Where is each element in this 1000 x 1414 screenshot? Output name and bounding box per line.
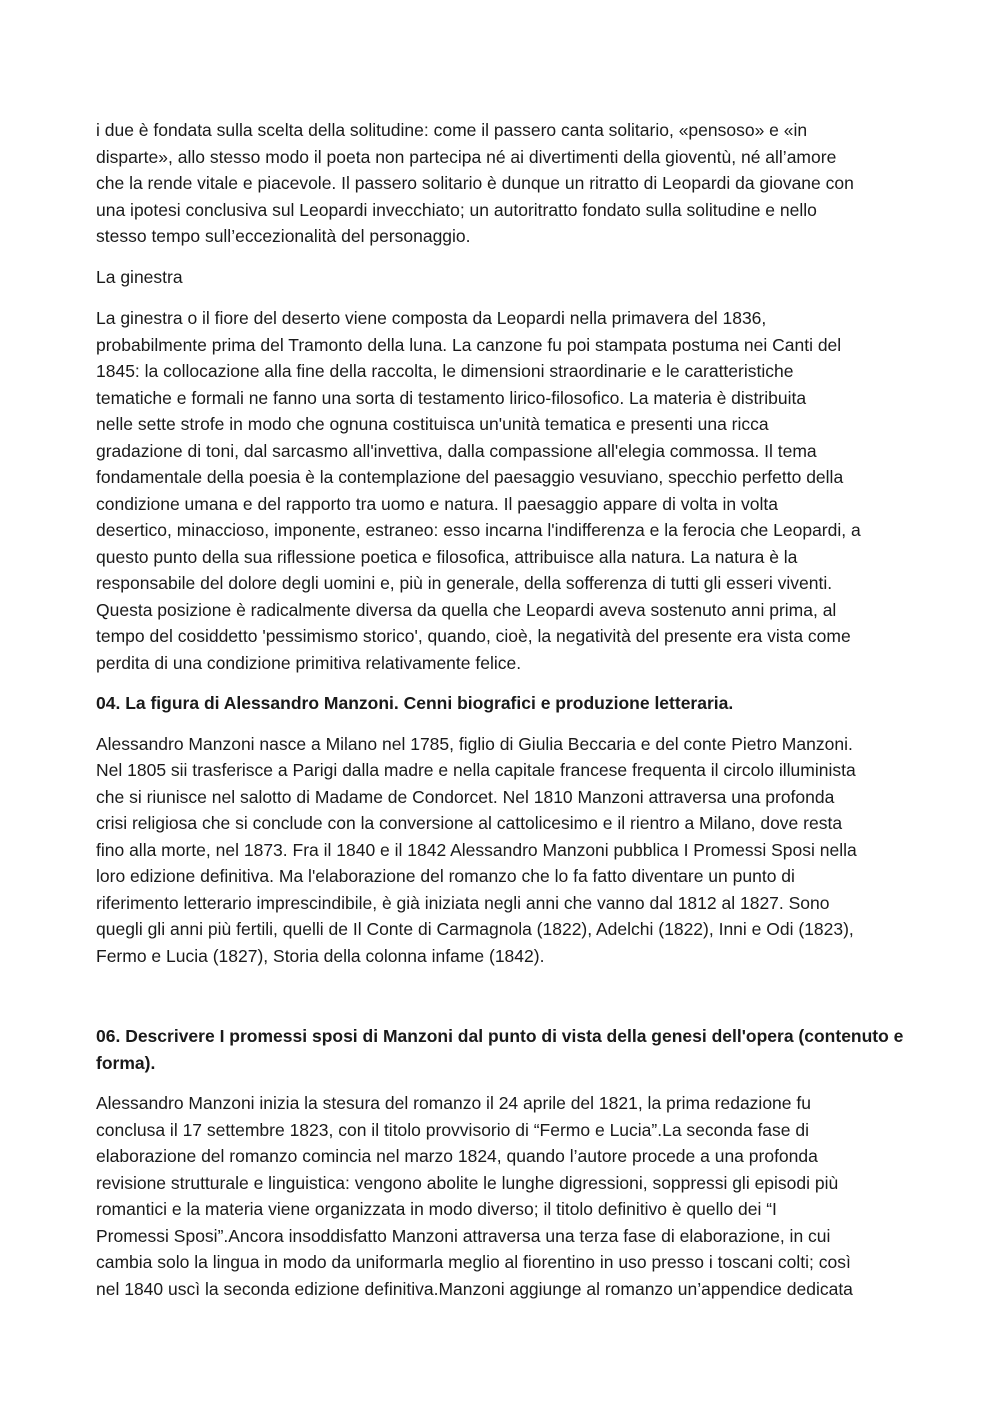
blank-space	[96, 983, 908, 1023]
paragraph-ginestra: La ginestra o il fiore del deserto viene composta da Leopardi nella primavera del 1836, probabilmente prima del Tramonto della luna. La canzone fu poi stampata postuma nei Canti del 1845: la collocazione alla fine della raccolta, le dimensioni straordinarie e le caratteristiche tematiche e formali ne fanno una sorta di testamento lirico-filosofico. La materia è distribuita nelle sette strofe in modo che ognuna costituisca un'unità tematica e presenti una ricca gradazione di toni, dal sarcasmo all'invettiva, dalla compassione all'elegia commossa. Il tema fondamentale della poesia è la contemplazione del paesaggio vesuviano, specchio perfetto della condizione umana e del rapporto tra uomo e natura. Il paesaggio appare di volta in volta desertico, minaccioso, imponente, estraneo: esso incarna l'indifferenza e la ferocia che Leopardi, a questo punto della sua riflessione poetica e filosofica, attribuisce alla natura. La natura è la responsabile del dolore degli uomini e, più in generale, della sofferenza di tutti gli esseri viventi. Questa posizione è radicalmente diversa da quella che Leopardi aveva sostenuto anni prima, al tempo del cosiddetto 'pessimismo storico', quando, cioè, la negatività del presente era vista come perdita di una condizione primitiva relativamente felice.	[96, 308, 861, 673]
paragraph-passero-solitario: i due è fondata sulla scelta della solitudine: come il passero canta solitario, «pensoso» e «in disparte», allo stesso modo il poeta non partecipa né ai divertimenti della gioventù, né all’amore che la rende vitale e piacevole. Il passero solitario è dunque un ritratto di Leopardi da giovane con una ipotesi conclusiva sul Leopardi invecchiato; un autoritratto fondato sulla solitudine e nello stesso tempo sull’eccezionalità del personaggio.	[96, 120, 854, 246]
heading-question-06: 06. Descrivere I promessi sposi di Manzoni dal punto di vista della genesi dell'opera (contenuto e forma).	[96, 1026, 904, 1073]
paragraph-promessi-sposi-genesis: Alessandro Manzoni inizia la stesura del romanzo il 24 aprile del 1821, la prima redazione fu conclusa il 17 settembre 1823, con il titolo provvisorio di “Fermo e Lucia”.La seconda fase di elaborazione del romanzo comincia nel marzo 1824, quando l’autore procede a una profonda revisione strutturale e linguistica: vengono abolite le lunghe digressioni, soppressi gli episodi più romantici e la materia viene organizzata in modo diverso; il titolo definitivo è quello dei “I Promessi Sposi”.Ancora insoddisfatto Manzoni attraversa una terza fase di elaborazione, in cui cambia solo la lingua in modo da uniformarla meglio al fiorentino in uso presso i toscani colti; così nel 1840 uscì la seconda edizione definitiva.Manzoni aggiunge al romanzo un’appendice dedicata	[96, 1093, 853, 1299]
section-title-ginestra: La ginestra	[96, 266, 183, 287]
paragraph-manzoni-biography: Alessandro Manzoni nasce a Milano nel 1785, figlio di Giulia Beccaria e del conte Pietro Manzoni. Nel 1805 sii trasferisce a Parigi dalla madre e nella capitale francese frequenta il circolo illuminista che si riunisce nel salotto di Madame de Condorcet. Nel 1810 Manzoni attraversa una profonda crisi religiosa che si conclude con la conversione al cattolicesimo e il rientro a Milano, dove resta fino alla morte, nel 1873. Fra il 1840 e il 1842 Alessandro Manzoni pubblica I Promessi Sposi nella loro edizione definitiva. Ma l'elaborazione del romanzo che lo fa fatto diventare un punto di riferimento letterario imprescindibile, è già iniziata negli anni che vanno dal 1812 al 1827. Sono quegli gli anni più fertili, quelli de Il Conte di Carmagnola (1822), Adelchi (1822), Inni e Odi (1823), Fermo e Lucia (1827), Storia della colonna infame (1842).	[96, 733, 857, 966]
document-page	[96, 117, 908, 1316]
heading-question-04: 04. La figura di Alessandro Manzoni. Cenni biografici e produzione letteraria.	[96, 693, 734, 713]
